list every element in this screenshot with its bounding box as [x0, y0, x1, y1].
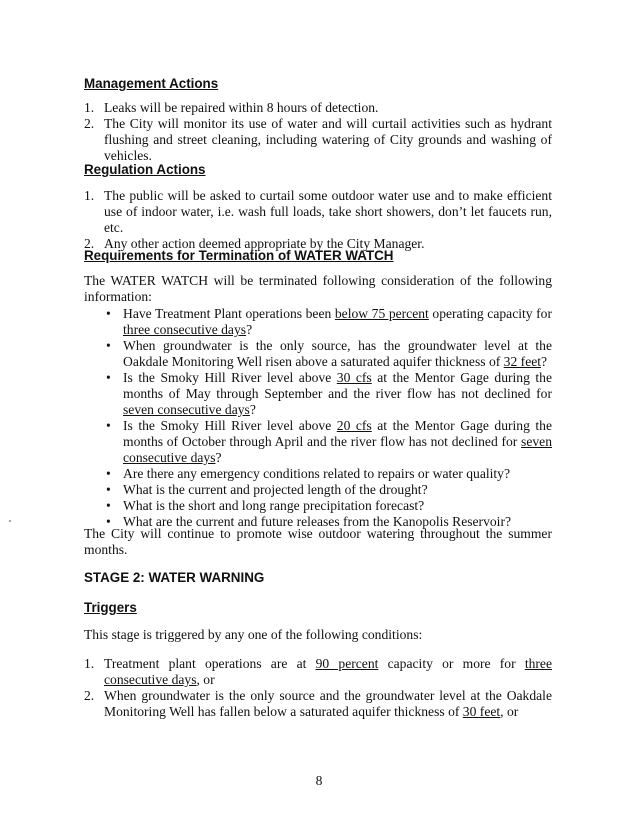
- list-item: • Is the Smoky Hill River level above 30 cfs at the Mentor Gage during the months of May through September and the river flow has not declined for seven consecutive days?: [106, 370, 553, 417]
- list-item: • Is the Smoky Hill River level above 20 cfs at the Mentor Gage during the months of October through April and the river flow has not declined for seven consecutive days?: [106, 418, 553, 465]
- list-item: 1. Leaks will be repaired within 8 hours of detection.: [84, 100, 379, 115]
- triggers-intro: This stage is triggered by any one of the following conditions:: [84, 627, 423, 642]
- triggers-heading: Triggers: [84, 600, 137, 615]
- list-item: • Are there any emergency conditions related to repairs or water quality?: [106, 466, 511, 481]
- triggers-list: [84, 656, 552, 720]
- list-item: • What is the short and long range precipitation forecast?: [106, 498, 425, 513]
- list-item: • Have Treatment Plant operations been below 75 percent operating capacity for three consecutive days?: [106, 306, 552, 337]
- scan-speck: [9, 520, 11, 522]
- list-item: 1. The public will be asked to curtail some outdoor water use and to make efficient use of indoor water, i.e. wash full loads, take short showers, don’t let faucets run, etc.: [84, 188, 552, 235]
- list-item: • What is the current and projected length of the drought?: [106, 482, 428, 497]
- regulation-actions-list: [84, 188, 552, 252]
- list-item: • When groundwater is the only source, has the groundwater level at the Oakdale Monitoring Well risen above a saturated aquifer thickness of 32 feet?: [106, 338, 552, 369]
- list-item: 2. The City will monitor its use of water and will curtail activities such as hydrant flushing and street cleaning, including watering of City grounds and washing of vehicles.: [84, 116, 552, 163]
- list-item: 2. Any other action deemed appropriate by the City Manager.: [84, 236, 425, 251]
- list-item: 1. Treatment plant operations are at 90 percent capacity or more for three consecutive days, or: [84, 656, 552, 687]
- management-actions-heading: Management Actions: [84, 76, 219, 91]
- management-actions-list: [84, 100, 552, 164]
- termination-closing: The City will continue to promote wise outdoor watering throughout the summer months.: [84, 526, 552, 557]
- termination-criteria-list: [106, 306, 552, 530]
- list-item: 2. When groundwater is the only source and the groundwater level at the Oakdale Monitoring Well has fallen below a saturated aquifer thickness of 30 feet, or: [84, 688, 552, 719]
- termination-intro: The WATER WATCH will be terminated following consideration of the following information:: [84, 273, 552, 304]
- stage2-heading: STAGE 2: WATER WARNING: [84, 570, 265, 585]
- list-item: • What are the current and future releases from the Kanopolis Reservoir?: [106, 514, 512, 529]
- regulation-actions-heading: Regulation Actions: [84, 162, 206, 177]
- page-number: 8: [315, 773, 323, 788]
- termination-requirements-heading: Requirements for Termination of WATER WATCH: [84, 248, 394, 263]
